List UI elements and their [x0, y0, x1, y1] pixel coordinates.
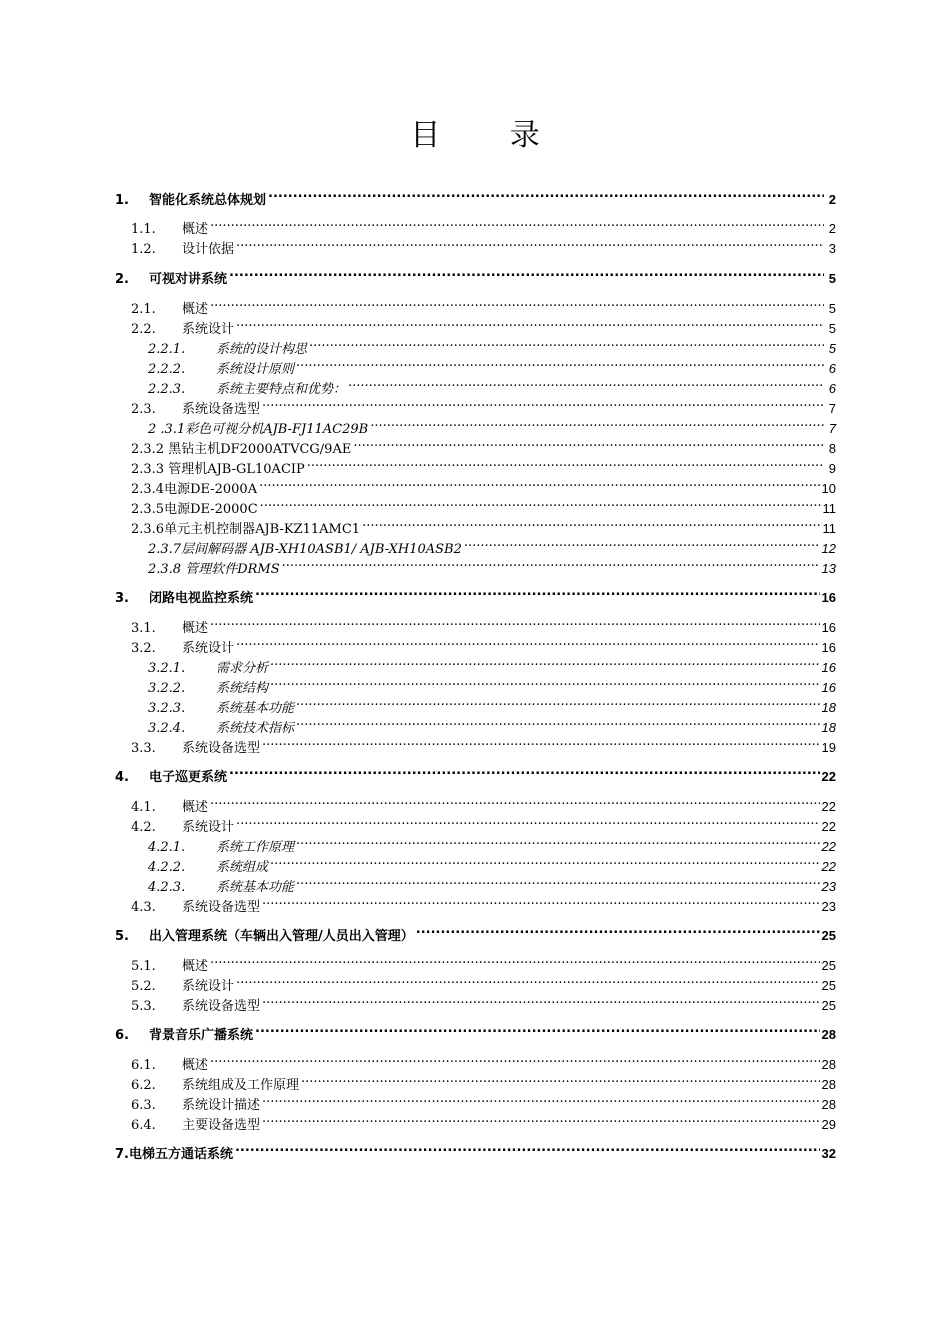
toc-entry-title: 系统组成及工作原理: [182, 1078, 300, 1093]
toc-entry[interactable]: [115, 263, 836, 287]
toc-entry-title: 概述: [182, 959, 209, 974]
toc-entry-page-number: 25: [821, 998, 836, 1013]
toc-entry-title: 2.3.5电源DE-2000C: [131, 502, 258, 517]
toc-entry[interactable]: [115, 920, 836, 944]
toc-entry[interactable]: [131, 1049, 836, 1073]
toc-entry-number: 2.2.3.: [148, 382, 186, 397]
toc-entry-page-number: 18: [821, 700, 836, 715]
toc-entry-title: 系统设备选型: [182, 900, 261, 915]
toc-entry-number: 3.2.: [131, 641, 156, 656]
toc-entry-number: 5.2.: [131, 979, 156, 994]
toc-entry-title: 系统基本功能: [216, 880, 295, 895]
toc-dot-leader: [416, 920, 820, 940]
toc-dot-leader: [262, 393, 824, 413]
toc-dot-leader: [282, 553, 820, 573]
toc-entry-title: 2.3.4电源DE-2000A: [131, 482, 258, 497]
toc-dot-leader: [296, 831, 820, 851]
toc-entry-page-number: 16: [821, 660, 836, 675]
toc-entry-page-number: 23: [821, 879, 836, 894]
toc-entry-title: 智能化系统总体规划: [149, 193, 267, 208]
toc-entry-page-number: 5: [828, 341, 836, 356]
toc-entry-number: 2.2.1.: [148, 342, 186, 357]
toc-entry-number: 1.1.: [131, 222, 156, 237]
toc-entry[interactable]: [131, 732, 836, 756]
toc-entry-title: 需求分析: [216, 661, 269, 676]
toc-entry-title: 系统工作原理: [216, 840, 295, 855]
toc-dot-leader: [210, 1049, 820, 1069]
toc-entry-page-number: 5: [828, 321, 836, 336]
toc-entry-number: 4.2.3.: [148, 880, 186, 895]
toc-entry[interactable]: [148, 413, 836, 437]
toc-entry-title: 电子巡更系统: [149, 770, 228, 785]
toc-entry[interactable]: [148, 851, 836, 875]
toc-entry[interactable]: [131, 493, 836, 517]
toc-entry-page-number: 2: [828, 221, 836, 236]
toc-dot-leader: [262, 1109, 820, 1129]
toc-entry-number: 6.2.: [131, 1078, 156, 1093]
toc-entry-page-number: 5: [828, 271, 836, 286]
toc-entry-title: 概述: [182, 1058, 209, 1073]
toc-entry-page-number: 25: [821, 928, 836, 943]
toc-dot-leader: [236, 811, 820, 831]
toc-entry-page-number: 3: [828, 241, 836, 256]
toc-entry-page-number: 28: [821, 1097, 836, 1112]
toc-entry-page-number: 13: [821, 561, 836, 576]
toc-entry-number: 4.1.: [131, 800, 156, 815]
toc-entry-title: 系统设计: [182, 820, 235, 835]
toc-entry[interactable]: [148, 672, 836, 696]
toc-entry[interactable]: [131, 612, 836, 636]
toc-entry-page-number: 22: [821, 769, 836, 784]
toc-dot-leader: [370, 413, 824, 433]
toc-entry[interactable]: [131, 990, 836, 1014]
toc-entry-title: 系统设备选型: [182, 999, 261, 1014]
toc-entry-page-number: 22: [821, 819, 836, 834]
toc-entry-page-number: 16: [821, 620, 836, 635]
toc-entry[interactable]: [131, 293, 836, 317]
toc-entry[interactable]: [148, 533, 836, 557]
toc-entry-number: 3.2.4.: [148, 721, 186, 736]
toc-entry-title: 系统设计原则: [216, 362, 295, 377]
toc-entry-page-number: 12: [821, 541, 836, 556]
toc-entry-title: 背景音乐广播系统: [149, 1028, 254, 1043]
toc-dot-leader: [236, 313, 824, 333]
toc-dot-leader: [268, 184, 824, 204]
toc-entry[interactable]: [131, 950, 836, 974]
toc-entry[interactable]: [131, 970, 836, 994]
toc-entry-title: 系统设计描述: [182, 1098, 261, 1113]
toc-dot-leader: [307, 453, 824, 473]
toc-entry-number: 3.1.: [131, 621, 156, 636]
toc-dot-leader: [270, 672, 820, 692]
toc-entry-number: 3.2.1.: [148, 661, 186, 676]
toc-dot-leader: [296, 871, 820, 891]
toc-entry-page-number: 28: [821, 1077, 836, 1092]
toc-entry[interactable]: [148, 333, 836, 357]
toc-entry-title: 系统设备选型: [182, 741, 261, 756]
toc-entry-page-number: 6: [828, 361, 836, 376]
toc-dot-leader: [262, 732, 820, 752]
toc-entry-title: 系统设计: [182, 979, 235, 994]
toc-entry-page-number: 2: [828, 192, 836, 207]
toc-entry[interactable]: [131, 891, 836, 915]
toc-entry-number: 4.: [115, 770, 129, 785]
toc-entry-number: 5.3.: [131, 999, 156, 1014]
toc-entry-title: 2.3.7层间解码器 AJB-XH10ASB1/ AJB-XH10ASB2: [148, 542, 462, 557]
toc-entry[interactable]: [131, 791, 836, 815]
toc-entry-page-number: 5: [828, 301, 836, 316]
toc-entry-page-number: 7: [828, 401, 836, 416]
toc-entry-number: 4.3.: [131, 900, 156, 915]
toc-dot-leader: [362, 513, 820, 533]
toc-entry-page-number: 25: [821, 958, 836, 973]
toc-entry-page-number: 11: [822, 501, 836, 516]
toc-entry-number: 1.2.: [131, 242, 156, 257]
toc-entry-title: 2.3.8 管理软件DRMS: [148, 562, 280, 577]
toc-entry-title: 7.电梯五方通话系统: [115, 1147, 233, 1162]
toc-entry-number: 3.2.3.: [148, 701, 186, 716]
toc-entry-page-number: 23: [821, 899, 836, 914]
toc-entry-title: 可视对讲系统: [149, 272, 228, 287]
toc-dot-leader: [309, 333, 824, 353]
toc-entry-number: 2.2.: [131, 322, 156, 337]
toc-entry-page-number: 10: [821, 481, 836, 496]
toc-dot-leader: [229, 761, 820, 781]
toc-entry-title: 2.3.6单元主机控制器AJB-KZ11AMC1: [131, 522, 361, 537]
toc-entry-page-number: 28: [821, 1057, 836, 1072]
toc-dot-leader: [210, 293, 824, 313]
toc-entry-page-number: 11: [822, 521, 836, 536]
toc-entry-title: 主要设备选型: [182, 1118, 261, 1133]
toc-entry[interactable]: [148, 871, 836, 895]
toc-entry-page-number: 6: [828, 381, 836, 396]
toc-entry-title: 2.3.2 黑钻主机DF2000ATVCG/9AE: [131, 442, 352, 457]
toc-entry-page-number: 16: [821, 590, 836, 605]
toc-entry[interactable]: [131, 473, 836, 497]
toc-entry-number: 3.2.2.: [148, 681, 186, 696]
toc-entry-page-number: 8: [828, 441, 836, 456]
toc-dot-leader: [262, 891, 820, 911]
toc-entry[interactable]: [131, 1109, 836, 1133]
toc-dot-leader: [348, 373, 824, 393]
toc-entry-title: 2.3.3 管理机AJB-GL10ACIP: [131, 462, 305, 477]
toc-entry-number: 6.4.: [131, 1118, 156, 1133]
toc-dot-leader: [296, 692, 820, 712]
toc-entry[interactable]: [131, 811, 836, 835]
toc-entry-number: 2.3.: [131, 402, 156, 417]
toc-entry-number: 6.3.: [131, 1098, 156, 1113]
toc-entry[interactable]: [131, 1069, 836, 1093]
toc-entry-page-number: 16: [821, 640, 836, 655]
toc-entry[interactable]: [131, 453, 836, 477]
toc-entry[interactable]: [131, 632, 836, 656]
toc-dot-leader: [296, 353, 824, 373]
toc-entry-number: 6.1.: [131, 1058, 156, 1073]
toc-entry-title: 2 .3.1彩色可视分机AJB-FJ11AC29B: [148, 422, 369, 437]
toc-entry-number: 3.3.: [131, 741, 156, 756]
toc-entry-title: 系统组成: [216, 860, 269, 875]
toc-entry-title: 系统基本功能: [216, 701, 295, 716]
toc-entry-title: 闭路电视监控系统: [149, 591, 254, 606]
toc-entry[interactable]: [115, 1019, 836, 1043]
page-title: 目 录: [410, 118, 570, 153]
toc-dot-leader: [296, 712, 820, 732]
toc-entry[interactable]: [148, 652, 836, 676]
toc-entry-title: 出入管理系统（车辆出入管理/人员出入管理）: [149, 929, 414, 944]
toc-entry[interactable]: [148, 553, 836, 577]
toc-entry-number: 2.1.: [131, 302, 156, 317]
toc-dot-leader: [262, 990, 820, 1010]
toc-entry-title: 概述: [182, 302, 209, 317]
toc-entry[interactable]: [131, 433, 836, 457]
toc-entry-title: 概述: [182, 222, 209, 237]
toc-entry-number: 4.2.2.: [148, 860, 186, 875]
toc-entry-title: 系统结构: [216, 681, 269, 696]
toc-entry-page-number: 22: [821, 859, 836, 874]
toc-entry[interactable]: [131, 213, 836, 237]
toc-entry-title: 系统的设计构思: [216, 342, 308, 357]
toc-entry-title: 系统设计: [182, 641, 235, 656]
toc-entry-number: 5.1.: [131, 959, 156, 974]
toc-entry[interactable]: [115, 1138, 836, 1162]
toc-entry-title: 概述: [182, 621, 209, 636]
toc-entry-title: 系统设计: [182, 322, 235, 337]
toc-entry-page-number: 28: [821, 1027, 836, 1042]
toc-entry[interactable]: [148, 353, 836, 377]
toc-entry-page-number: 19: [821, 740, 836, 755]
toc-dot-leader: [210, 950, 820, 970]
toc-entry[interactable]: [115, 761, 836, 785]
toc-entry[interactable]: [131, 313, 836, 337]
toc-dot-leader: [210, 213, 824, 233]
toc-entry[interactable]: [115, 184, 836, 208]
toc-entry[interactable]: [148, 692, 836, 716]
toc-entry-number: 5.: [115, 929, 129, 944]
toc-entry-title: 系统设备选型: [182, 402, 261, 417]
toc-dot-leader: [255, 582, 820, 602]
toc-entry-number: 2.: [115, 272, 129, 287]
toc-entry-page-number: 22: [821, 799, 836, 814]
toc-entry[interactable]: [148, 831, 836, 855]
toc-entry-number: 4.2.: [131, 820, 156, 835]
toc-entry-title: 系统主要特点和优势：: [216, 382, 347, 397]
toc-entry-title: 系统技术指标: [216, 721, 295, 736]
toc-entry-page-number: 16: [821, 680, 836, 695]
toc-entry-title: 设计依据: [182, 242, 235, 257]
toc-dot-leader: [270, 851, 820, 871]
toc-dot-leader: [210, 791, 820, 811]
toc-entry-number: 3.: [115, 591, 129, 606]
toc-dot-leader: [353, 433, 824, 453]
toc-entry-number: 2.2.2.: [148, 362, 186, 377]
toc-entry[interactable]: [131, 233, 836, 257]
toc-dot-leader: [260, 493, 821, 513]
toc-dot-leader: [210, 612, 820, 632]
toc-entry[interactable]: [148, 373, 836, 397]
toc-entry-page-number: 32: [821, 1146, 836, 1161]
toc-entry-page-number: 25: [821, 978, 836, 993]
toc-dot-leader: [229, 263, 824, 283]
toc-entry[interactable]: [115, 582, 836, 606]
toc-entry-number: 1.: [115, 193, 129, 208]
toc-entry-page-number: 7: [828, 421, 836, 436]
toc-entry[interactable]: [131, 1089, 836, 1113]
toc-entry-page-number: 18: [821, 720, 836, 735]
toc-dot-leader: [235, 1138, 820, 1158]
toc-dot-leader: [301, 1069, 820, 1089]
toc-dot-leader: [262, 1089, 820, 1109]
toc-entry-number: 6.: [115, 1028, 129, 1043]
toc-entry[interactable]: [131, 513, 836, 537]
toc-dot-leader: [270, 652, 820, 672]
toc-entry-number: 4.2.1.: [148, 840, 186, 855]
toc-entry[interactable]: [148, 712, 836, 736]
toc-dot-leader: [259, 473, 819, 493]
toc-entry-page-number: 9: [828, 461, 836, 476]
toc-entry-title: 概述: [182, 800, 209, 815]
toc-dot-leader: [236, 970, 820, 990]
toc-entry[interactable]: [131, 393, 836, 417]
toc-dot-leader: [236, 632, 820, 652]
toc-dot-leader: [255, 1019, 820, 1039]
toc-entry-page-number: 29: [821, 1117, 836, 1132]
toc-dot-leader: [464, 533, 820, 553]
toc-dot-leader: [236, 233, 824, 253]
toc-entry-page-number: 22: [821, 839, 836, 854]
